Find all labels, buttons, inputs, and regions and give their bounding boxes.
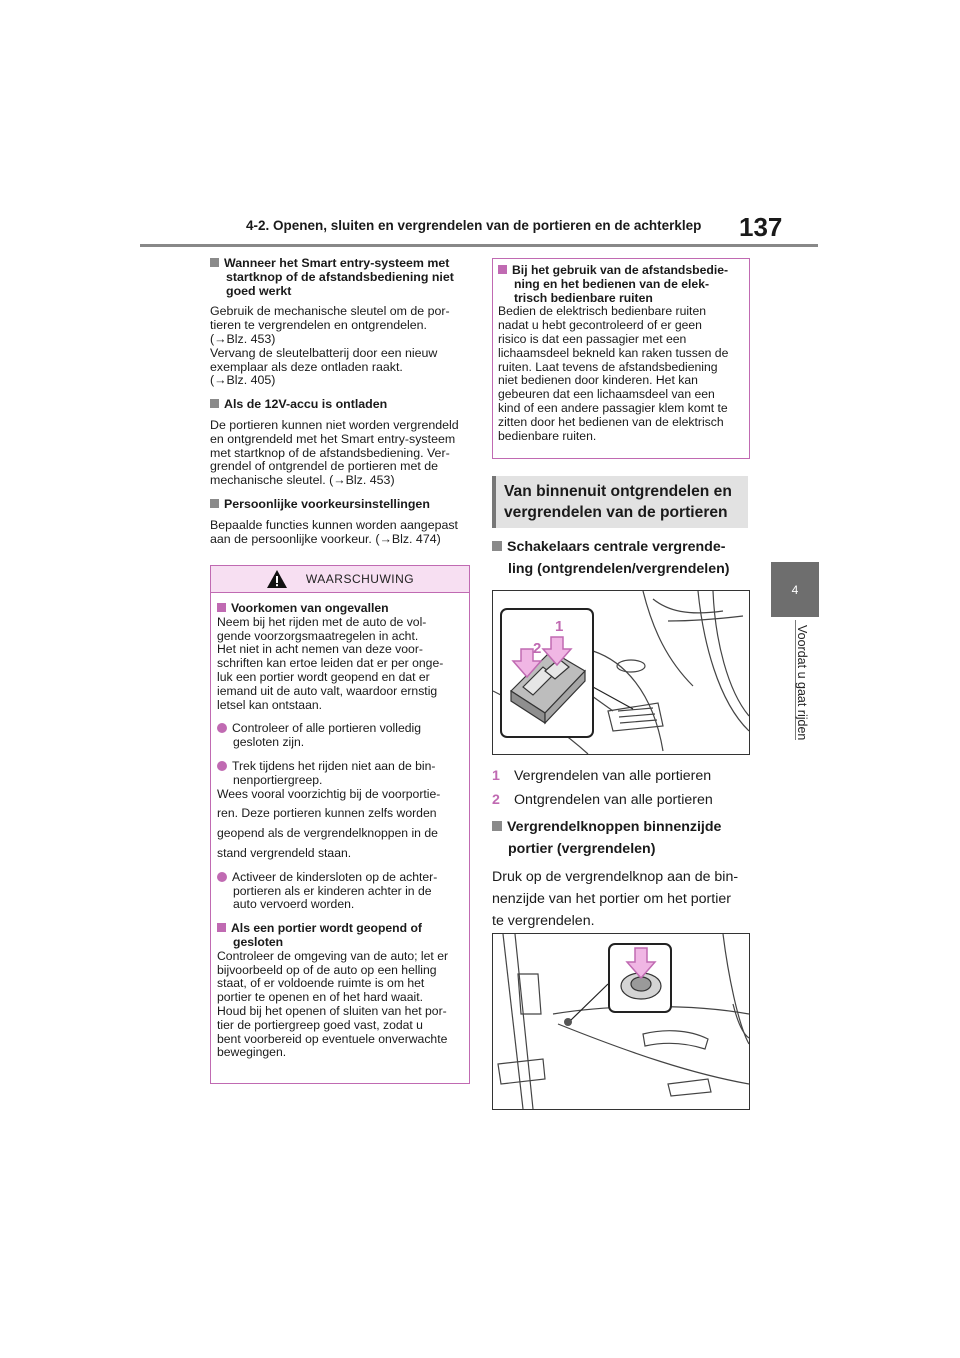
warning-header [211,566,469,593]
callout-2: 2 [533,640,542,657]
page-number: 137 [739,212,783,242]
central-lock-heading: Schakelaars centrale vergrende- ling (ontgrendelen/vergrendelen) [492,536,754,580]
warning-box [210,565,470,1084]
note-battery: Als de 12V-accu is ontladen De portieren kunnen niet worden vergrendeld en ontgrendeld met het Smart entry-systeem met startknop of de afstandsbediening. Ver- grendel of ontgrendel de portieren met de mechanische sleutel. (→Blz. 453) [210,397,459,488]
chapter-title: Voordat u gaat rijden [795,625,809,741]
section-heading: Van binnenuit ontgrendelen en vergrendelen van de portieren [492,476,748,528]
legend-item-2: 2 Ontgrendelen van alle portieren [492,792,713,808]
running-header: 4-2. Openen, sluiten en vergrendelen van de portieren en de achterklep [246,218,702,233]
warning-body: Voorkomen van ongevallen Neem bij het rijden met de auto de vol- gende voorzorgsmaatregelen in acht. Het niet in acht nemen van deze voor- schriften kan ertoe leiden dat er per onge- luk een portier wordt geopend en dat er iemand uit de auto valt, waardoor ernstig letsel kan ontstaan. Controleer of alle portieren volledig gesloten zijn. Trek tijdens het rijden niet aan de bin- nenportiergreep. Wees vooral voorzichtig bij de voorportie- ren. Deze portieren kunnen zelfs worden geopend als de vergrendelknoppen in de stand vergrendeld staan. Activeer de kindersloten op de achter- portieren als er kinderen achter in de auto vervoerd worden. Als een portier wordt geopend of gesloten Controleer de omgeving van de auto; let er bijvoorbeeld op of de auto op een helling staat, of er voldoende ruimte is om het portier te openen en of het hard waait. Houd bij het openen of sluiten van het por- tier de portiergreep goed vast, zodat u bent voorbereid op eventuele onverwachte bewegingen. [217,601,449,1060]
warning-triangle-icon [266,569,288,589]
note-personal-settings: Persoonlijke voorkeursinstellingen Bepaalde functies kunnen worden aangepast aan de persoonlijke voorkeur. (→Blz. 474) [210,496,459,546]
square-bullet-icon [210,258,219,267]
figure-door-lock-knob [492,933,750,1110]
square-bullet-icon [498,265,507,274]
section-accent-bar [492,476,496,528]
square-bullet-icon [217,603,226,612]
door-lock-knob-illustration [493,934,749,1109]
central-lock-legend [492,765,754,811]
legend-item-1: 1 Vergrendelen van alle portieren [492,768,712,784]
warning-title: WAARSCHUWING [305,572,415,586]
round-bullet-icon [217,723,227,733]
round-bullet-icon [217,872,227,882]
chapter-tab [771,562,819,617]
lock-buttons-section: Vergrendelknoppen binnenzijde portier (vergrendelen) Druk op de vergrendelknop aan de bin- nenzijde van het portier om het portier te vergrendelen. [492,819,739,929]
chapter-number: 4 [791,582,799,597]
square-bullet-icon [217,923,226,932]
square-bullet-icon [492,541,502,551]
figure-central-lock-switch [492,590,750,755]
left-column [210,257,472,546]
round-bullet-icon [217,761,227,771]
square-bullet-icon [492,821,502,831]
door-panel-switch-illustration [493,591,749,754]
square-bullet-icon [210,499,219,508]
note-smart-entry: Wanneer het Smart entry-systeem met startknop of de afstandsbediening niet goed werkt Gebruik de mechanische sleutel om de por- tieren te vergrendelen en ontgrendelen. (→Blz. 453) Vervang de sleutelbatterij door een nieuw exemplaar als deze ontladen raakt. (→Blz. 405) [210,256,454,388]
header-rule [140,244,818,247]
square-bullet-icon [210,399,219,408]
caution-box-power-windows: Bij het gebruik van de afstandsbedie- ning en het bedienen van de elek- trisch bedienbare ruiten Bedien de elektrisch bedienbare ruiten nadat u hebt gecontroleerd of er geen risico is dat een passagier met een lichaamsdeel bekneld kan raken tussen de ruiten. Laat tevens de afstandsbediening niet bedienen door kinderen. Het kan gebeuren dat een lichaamsdeel van een kind of een andere passagier klem komt te zitten door het bedienen van de elektrisch bedienbare ruiten. [492,258,750,459]
callout-1: 1 [555,618,564,635]
